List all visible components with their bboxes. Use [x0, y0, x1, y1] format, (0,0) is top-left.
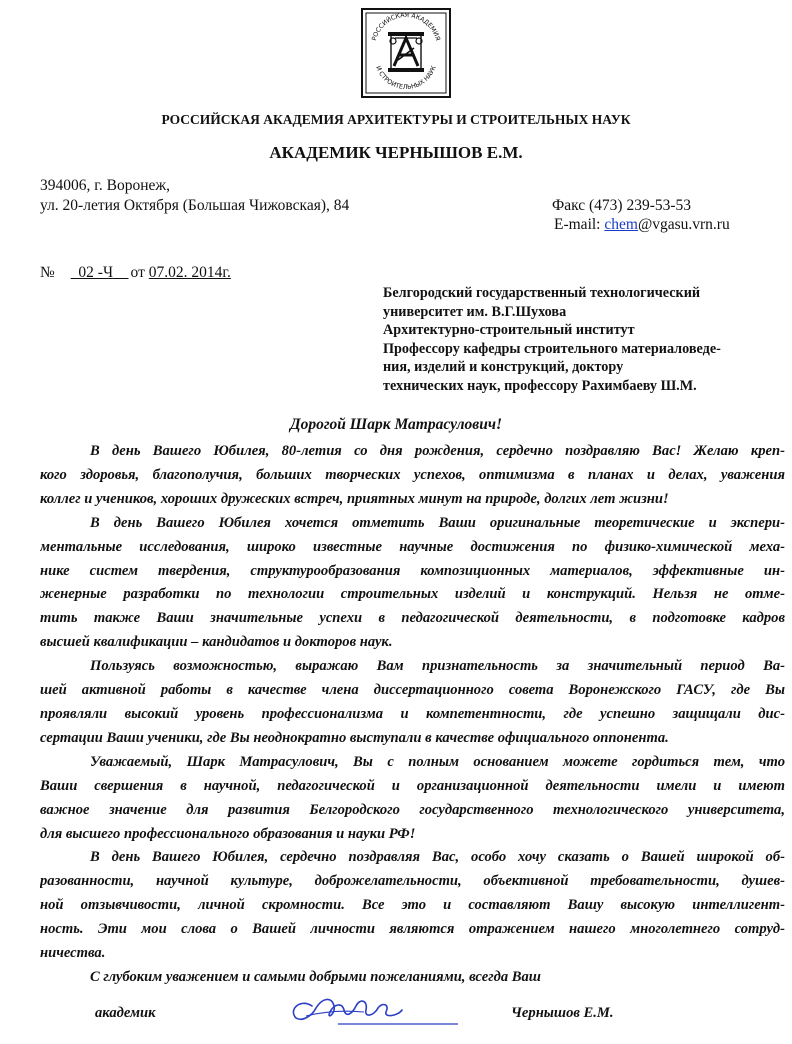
body-line: коллег и учеников, хороших дружеских встреч, приятных минут на природе, долгих лет жизни!: [40, 490, 669, 507]
svg-text:РОССИЙСКАЯ АКАДЕМИЯ: РОССИЙСКАЯ АКАДЕМИЯ: [370, 11, 442, 42]
academician-title: АКАДЕМИК ЧЕРНЫШОВ Е.М.: [269, 143, 523, 162]
body-line: Ваши свершения в научной, педагогической и организационной деятельности имели и имеют: [40, 777, 785, 794]
recipient-line: Профессору кафедры строительного материаловеде-: [383, 340, 721, 357]
body-line: ность. Эти мои слова о Вашей личности являются отражением нашего многолетнего сотруд-: [40, 921, 785, 938]
email-link-user[interactable]: chem: [604, 216, 638, 233]
body-line-closing: С глубоким уважением и самыми добрыми пожеланиями, всегда Ваш: [90, 968, 541, 985]
recipient-line: университет им. В.Г.Шухова: [383, 303, 567, 320]
body-line: В день Вашего Юбилея, 80-летия со дня рождения, сердечно поздравляю Вас! Желаю креп-: [90, 443, 785, 459]
greeting: Дорогой Шарк Матрасулович!: [289, 416, 502, 433]
reference-number: 02 -Ч: [78, 264, 114, 281]
email-domain: @vgasu.vrn.ru: [637, 216, 730, 233]
handwritten-signature: [282, 988, 460, 1028]
body-line: ментальные исследования, широко известные научные достижения по физико-химической меха-: [40, 538, 785, 555]
reference-date: 07.02. 2014г.: [148, 264, 231, 281]
body-line: проявляли высокий уровень профессионализма и компетентности, где успешно защищали дис-: [40, 705, 785, 722]
reference-date-label: от: [130, 264, 145, 281]
svg-text:И СТРОИТЕЛЬНЫХ НАУК: И СТРОИТЕЛЬНЫХ НАУК: [374, 65, 438, 92]
body-line: женерные разработки по технологии строительных изделий и конструкций. Нельзя не отме-: [40, 586, 785, 603]
body-line: важное значение для развития Белгородского государственного технологического университета,: [40, 801, 785, 818]
reference-line: [40, 264, 231, 282]
fax-number: Факс (473) 239-53-53: [552, 197, 692, 214]
body-line: ничества.: [40, 945, 106, 962]
body-line: Пользуясь возможностью, выражаю Вам признательность за значительный период Ва-: [90, 658, 785, 675]
email-label: E-mail:: [554, 216, 605, 233]
body-line: тить также Ваши значительные успехи в педагогической деятельности, в подготовке кадров: [40, 610, 785, 627]
body-line: кого здоровья, благополучия, больших творческих успехов, оптимизма в планах и делах, уважения: [40, 466, 785, 483]
recipient-block: [383, 284, 721, 395]
recipient-line: технических наук, профессору Рахимбаеву Ш.М.: [383, 377, 697, 394]
academy-emblem-logo: [361, 8, 451, 98]
body-line: сертации Ваши ученики, где Вы неоднократно выступали в качестве официального оппонента.: [40, 729, 669, 746]
recipient-line: Белгородский государственный технологический: [383, 285, 701, 301]
body-line: В день Вашего Юбилея, сердечно поздравляя Вас, особо хочу сказать о Вашей широкой об-: [90, 849, 785, 866]
body-line: разованности, научной культуре, доброжелательности, объективной требовательности, душев-: [40, 873, 785, 890]
recipient-line: Архитектурно-строительный институт: [383, 322, 635, 338]
body-line: нике систем твердения, структурообразования композиционных материалов, эффективные ин-: [40, 562, 785, 579]
body-line: для высшего профессионального образования и науки РФ!: [40, 825, 416, 842]
email-line: [554, 216, 730, 234]
body-line: шей активной работы в качестве члена диссертационного совета Воронежского ГАСУ, где Вы: [40, 682, 785, 699]
body-line: высшей квалификации – кандидатов и докторов наук.: [40, 634, 393, 651]
letter-body: [40, 440, 785, 990]
address-line-1: 394006, г. Воронеж,: [40, 177, 170, 194]
organization-name: РОССИЙСКАЯ АКАДЕМИЯ АРХИТЕКТУРЫ И СТРОИТЕЛЬНЫХ НАУК: [161, 112, 631, 127]
body-line: Уважаемый, Шарк Матрасулович, Вы с полным основанием можете гордиться тем, что: [90, 753, 785, 770]
signature-title: академик: [95, 1005, 156, 1021]
body-line: В день Вашего Юбилея хочется отметить Ваши оригинальные теоретические и экспери-: [90, 514, 785, 531]
reference-no-label: №: [40, 264, 55, 281]
signature-name: Чернышов Е.М.: [511, 1005, 614, 1021]
address-line-2: ул. 20-летия Октября (Большая Чижовская), 84: [40, 197, 350, 214]
recipient-line: ния, изделий и конструкций, доктору: [383, 359, 624, 375]
body-line: ной отзывчивости, личной скромности. Все это и составляют Вашу высокую интеллигент-: [40, 897, 785, 914]
